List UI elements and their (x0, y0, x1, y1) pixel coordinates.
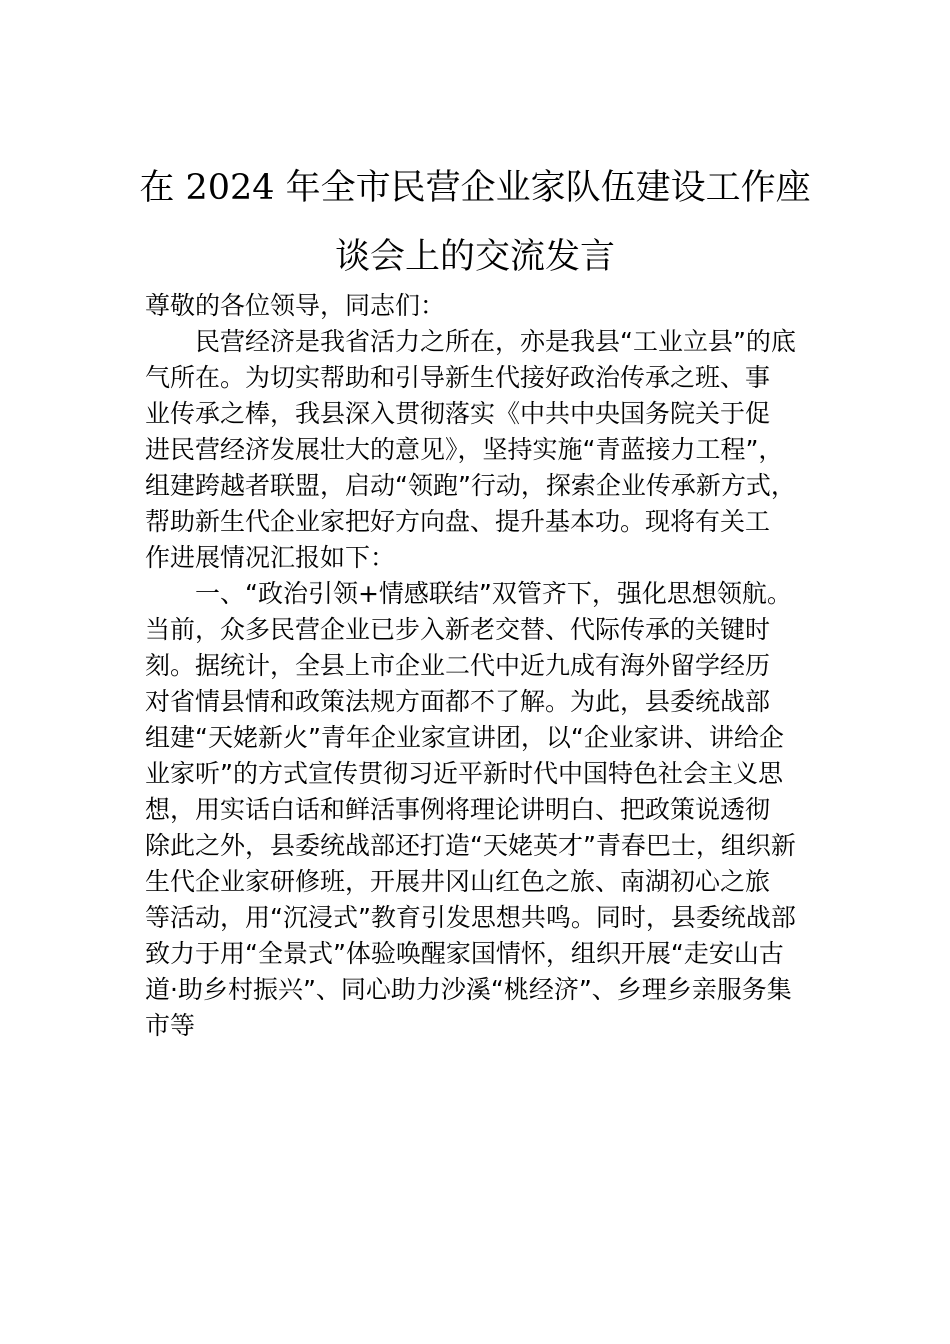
paragraph-line: 民营经济是我省活力之所在，亦是我县“工业立县”的底 (195, 327, 796, 356)
paragraph-line: 生代企业家研修班，开展井冈山红色之旅、南湖初心之旅 (145, 867, 771, 896)
paragraph-line: 致力于用“全景式”体验唤醒家国情怀，组织开展“走安山古 (145, 939, 784, 968)
salutation: 尊敬的各位领导，同志们： (145, 291, 446, 320)
paragraph-line: 等活动，用“沉浸式”教育引发思想共鸣。同时，县委统战部 (145, 903, 796, 932)
paragraph-line: 市等 (145, 1011, 196, 1040)
section-heading: 一、“政治引领+情感联结”双管齐下，强化思想领航。 (195, 579, 792, 608)
paragraph-line: 进民营经济发展壮大的意见》，坚持实施“青蓝接力工程”， (145, 435, 784, 464)
paragraph-line: 对省情县情和政策法规方面都不了解。为此，县委统战部 (145, 687, 771, 716)
paragraph-line: 业家听”的方式宣传贯彻习近平新时代中国特色社会主义思 (145, 759, 783, 788)
paragraph-line: 除此之外，县委统战部还打造“天姥英才”青春巴士，组织新 (145, 831, 796, 860)
document-body (145, 288, 815, 1044)
paragraph-line: 气所在。为切实帮助和引导新生代接好政治传承之班、事 (145, 363, 771, 392)
paragraph-line: 作进展情况汇报如下： (145, 543, 396, 572)
paragraph-line: 刻。据统计，全县上市企业二代中近九成有海外留学经历 (145, 651, 771, 680)
paragraph-line: 想，用实话白话和鲜活事例将理论讲明白、把政策说透彻 (145, 795, 771, 824)
paragraph-line: 帮助新生代企业家把好方向盘、提升基本功。现将有关工 (145, 507, 771, 536)
paragraph-line: 当前，众多民营企业已步入新老交替、代际传承的关键时 (145, 615, 771, 644)
document-title-line-1: 在 2024 年全市民营企业家队伍建设工作座 (139, 168, 811, 208)
paragraph-line: 道·助乡村振兴”、同心助力沙溪“桃经济”、乡理乡亲服务集 (145, 975, 792, 1004)
paragraph-line: 业传承之棒，我县深入贯彻落实《中共中央国务院关于促 (145, 399, 771, 428)
paragraph-line: 组建跨越者联盟，启动“领跑”行动，探索企业传承新方式， (145, 471, 796, 500)
paragraph-line: 组建“天姥新火”青年企业家宣讲团，以“企业家讲、讲给企 (145, 723, 784, 752)
document-title-line-2: 谈会上的交流发言 (334, 237, 615, 277)
